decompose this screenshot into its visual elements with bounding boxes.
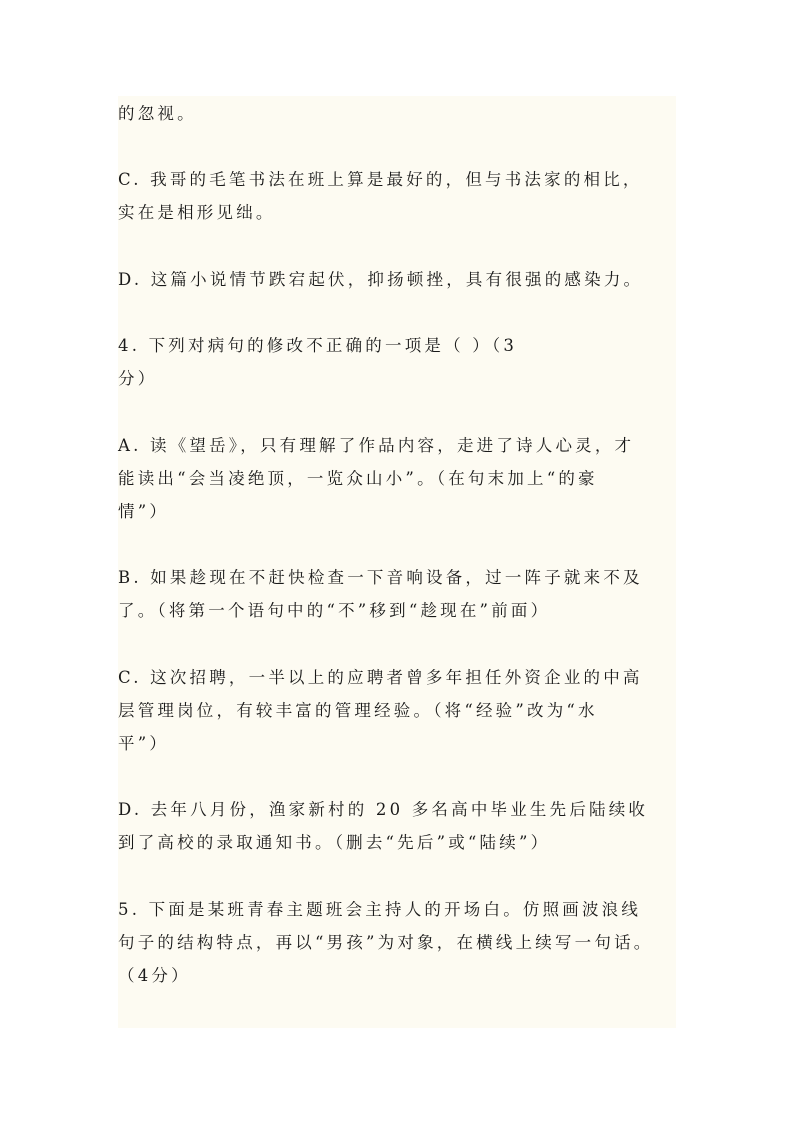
option-c-line: C. 我哥的毛笔书法在班上算是最好的，但与书法家的相比， — [118, 170, 643, 189]
question-4-line: 4. 下列对病句的修改不正确的一项是（ ）（3 — [118, 336, 518, 355]
text-line: 分） — [118, 369, 158, 388]
text-line: 的忽视。 — [118, 104, 197, 123]
text-line: 到了高校的录取通知书。（删去“先后”或“陆续”） — [118, 833, 551, 852]
option-c-line: C. 这次招聘，一半以上的应聘者曾多年担任外资企业的中高 — [118, 668, 643, 687]
option-d-line: D. 这篇小说情节跌宕起伏，抑扬顿挫，具有很强的感染力。 — [118, 270, 644, 289]
text-line: （4分） — [118, 966, 191, 985]
option-a-line: A. 读《望岳》，只有理解了作品内容，走进了诗人心灵，才 — [118, 436, 635, 455]
page-background — [118, 96, 676, 1028]
question-5-line: 5. 下面是某班青春主题班会主持人的开场白。仿照画波浪线 — [118, 900, 642, 919]
option-b-line: B. 如果趁现在不赶快检查一下音响设备，过一阵子就来不及 — [118, 568, 643, 587]
text-line: 平”） — [118, 734, 170, 753]
text-line: 层管理岗位，有较丰富的管理经验。（将“经验”改为“水 — [118, 701, 598, 720]
text-line: 实在是相形见绌。 — [118, 203, 276, 222]
text-line: 句子的结构特点，再以“男孩”为对象，在横线上续写一句话。 — [118, 933, 654, 952]
text-line: 了。（将第一个语句中的“不”移到“趁现在”前面） — [118, 601, 551, 620]
text-line: 能读出“会当凌绝顶，一览众山小”。（在句末加上“的豪 — [118, 469, 598, 488]
text-line: 情”） — [118, 502, 170, 521]
option-d-line: D. 去年八月份，渔家新村的 20 多名高中毕业生先后陆续收 — [118, 800, 649, 819]
